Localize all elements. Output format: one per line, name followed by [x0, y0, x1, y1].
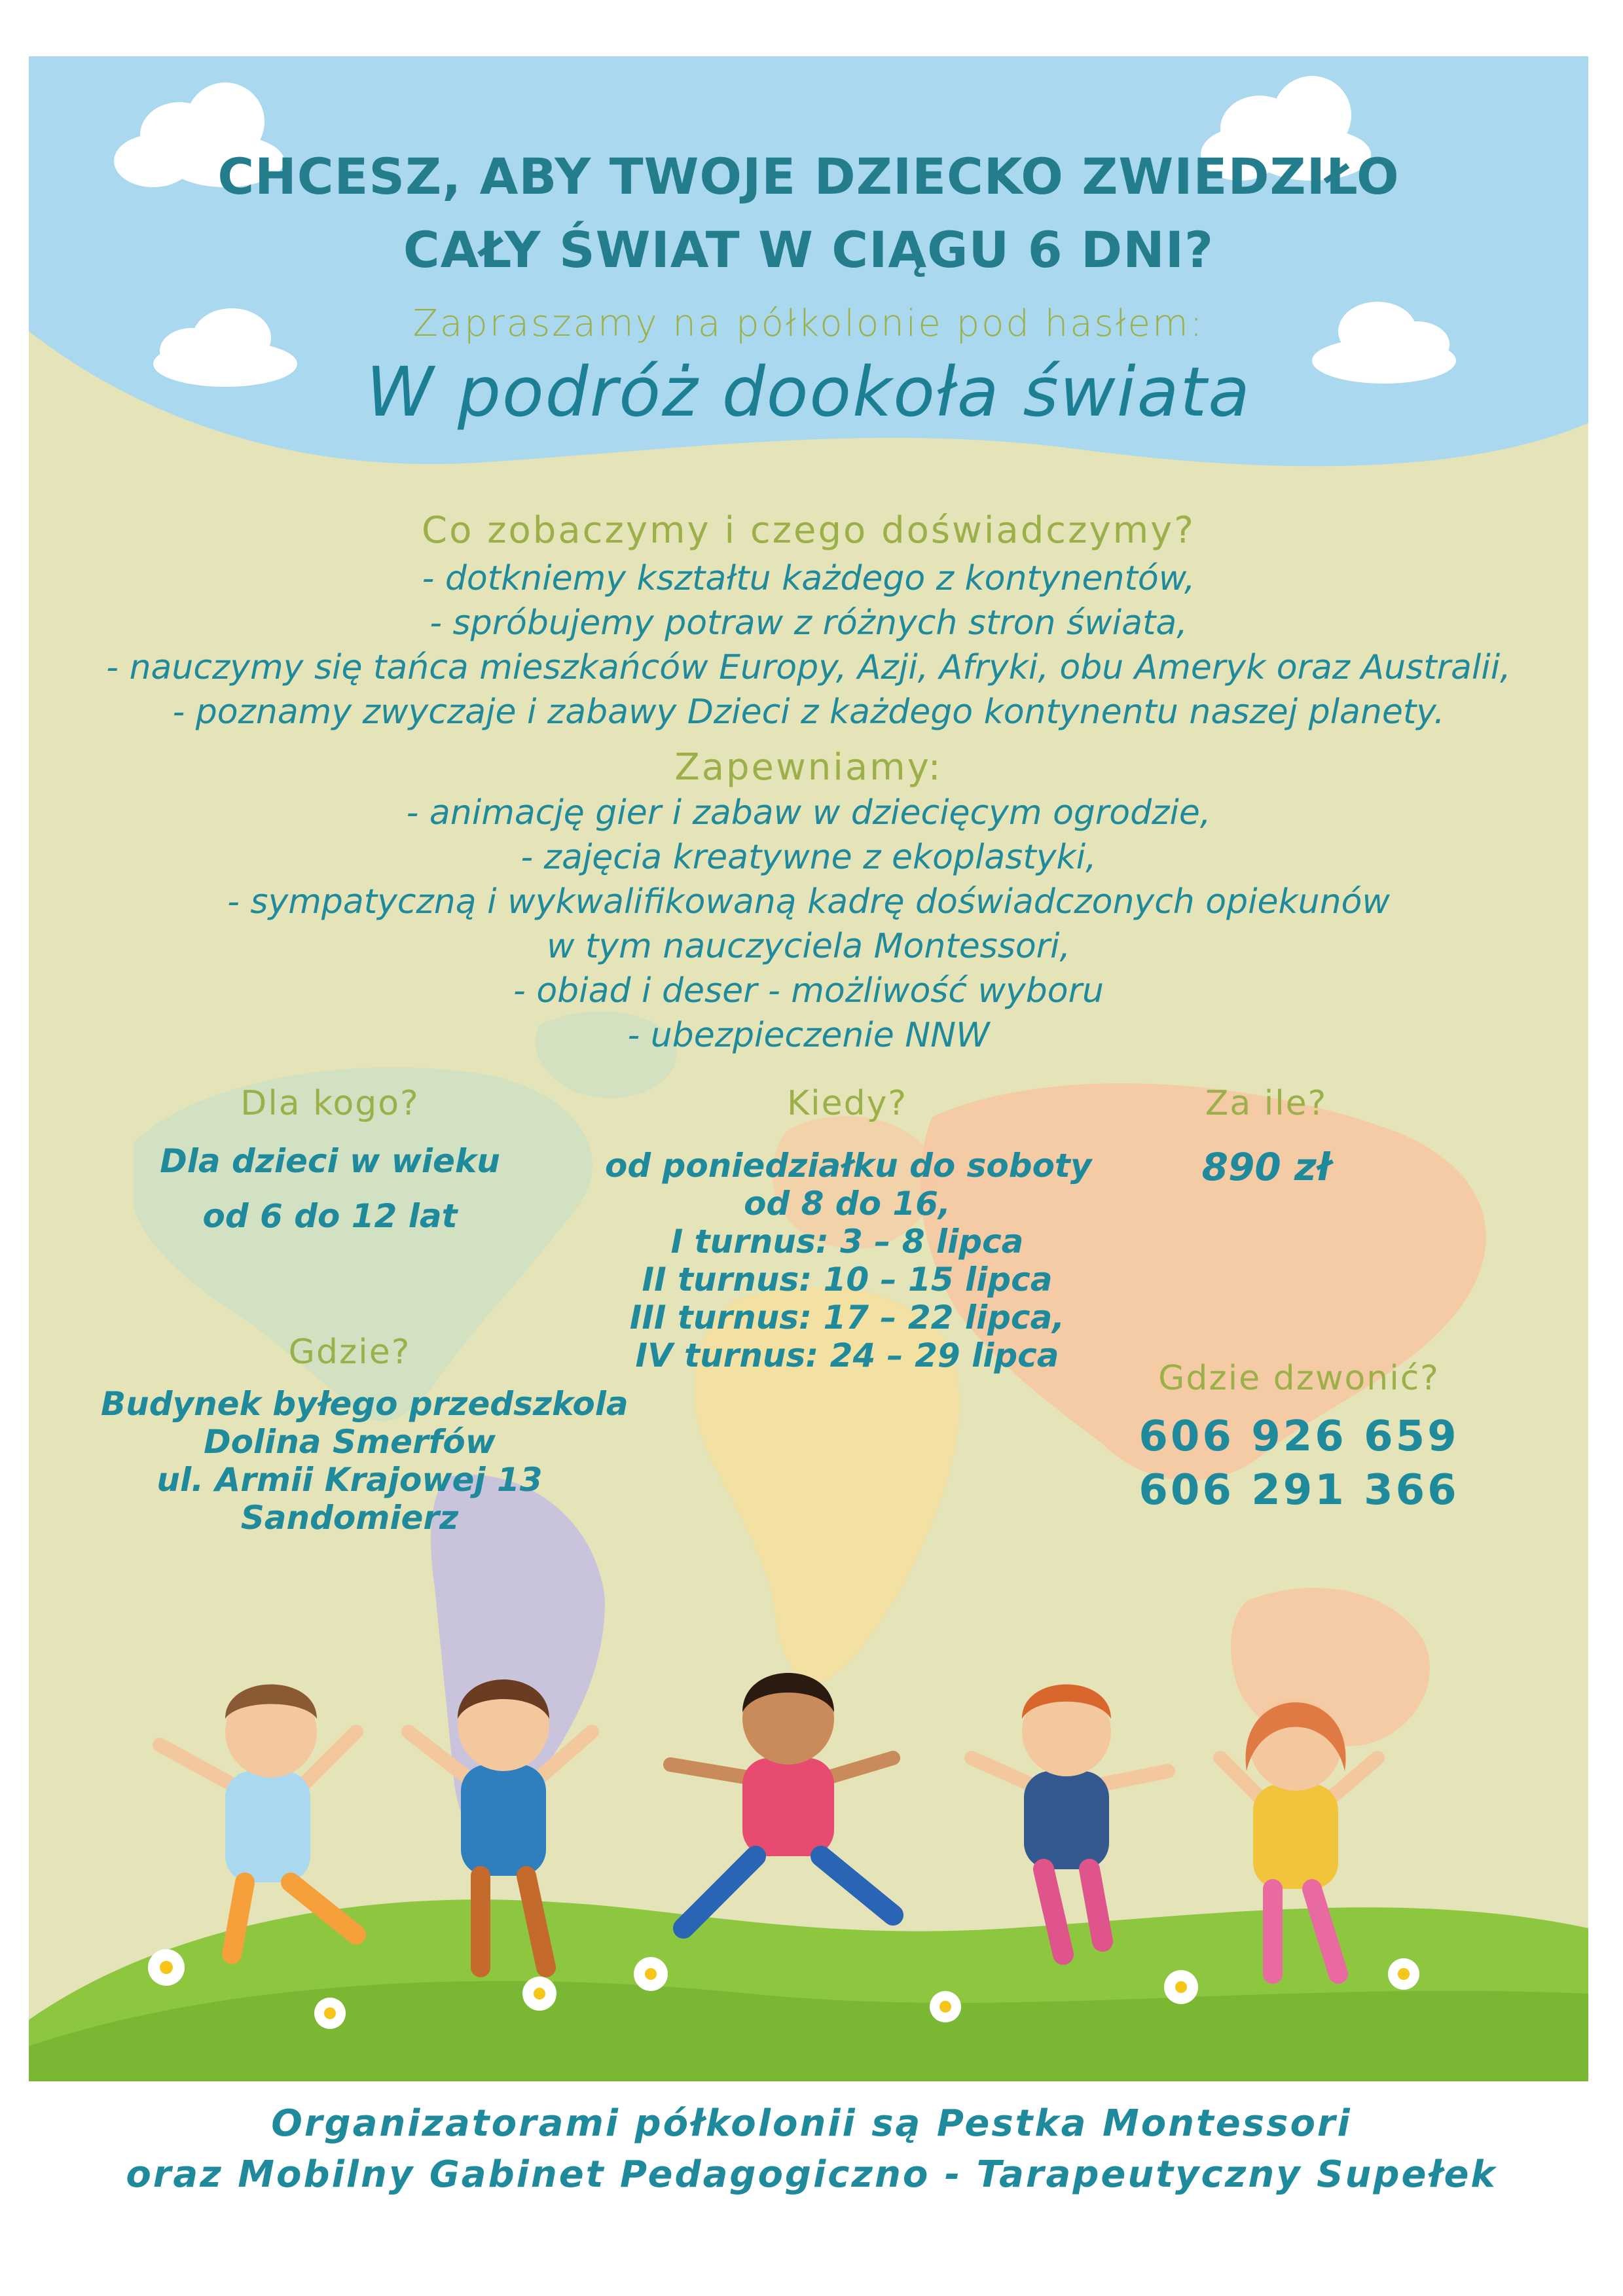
when-line: I turnus: 3 – 8 lipca	[670, 1223, 1024, 1261]
organizers-line-2: oraz Mobilny Gabinet Pedagogiczno - Tarapeutyczny Supełek	[126, 2153, 1497, 2196]
who-line: od 6 do 12 lat	[202, 1197, 458, 1235]
phone-number[interactable]: 606 291 366	[1139, 1466, 1459, 1515]
where-heading: Gdzie?	[288, 1333, 411, 1372]
when-heading: Kiedy?	[787, 1084, 907, 1123]
poster	[29, 56, 1588, 2081]
where-line: Dolina Smerfów	[204, 1423, 496, 1461]
organizers-line-1: Organizatorami półkolonii są Pestka Montessori	[271, 2102, 1352, 2145]
cost-value: 890 zł	[1201, 1145, 1331, 1189]
when-body	[605, 1147, 1092, 1374]
where-line: Sandomierz	[240, 1499, 459, 1537]
what-item: - poznamy zwyczaje i zabawy Dzieci z każdego kontynentu naszej planety.	[172, 692, 1445, 732]
provide-item: - sympatyczną i wykwalifikowaną kadrę doświadczonych opiekunów	[227, 882, 1390, 922]
organizers-footer	[0, 2098, 1623, 2200]
provide-item: - zajęcia kreatywne z ekoplastyki,	[520, 838, 1097, 877]
what-list	[29, 556, 1588, 734]
provide-item: - ubezpieczenie NNW	[627, 1016, 990, 1055]
who-body	[134, 1134, 526, 1244]
invite-text: Zapraszamy na półkolonie pod hasłem:	[412, 302, 1205, 345]
provide-item: - obiad i deser - możliwość wyboru	[513, 971, 1104, 1011]
call-heading: Gdzie dzwonić?	[1158, 1359, 1440, 1398]
phone-number[interactable]: 606 926 659	[1139, 1412, 1459, 1461]
provide-list	[29, 791, 1588, 1058]
headline-line-2: CAŁY ŚWIAT W CIĄGU 6 DNI?	[403, 221, 1214, 279]
provide-heading: Zapewniamy:	[674, 746, 943, 789]
what-heading: Co zobaczymy i czego doświadczymy?	[421, 509, 1196, 552]
what-item: - dotkniemy kształtu każdego z kontynentów,	[422, 559, 1195, 598]
where-body	[101, 1385, 629, 1537]
where-line: ul. Armii Krajowej 13	[156, 1461, 543, 1499]
child-figure	[670, 1673, 893, 1928]
provide-item: w tym nauczyciela Montessori,	[546, 927, 1071, 966]
headline	[29, 140, 1588, 287]
camp-title: W podróż dookoła świata	[366, 352, 1251, 432]
who-line: Dla dzieci w wieku	[160, 1142, 500, 1180]
what-item: - spróbujemy potraw z różnych stron świata,	[429, 603, 1188, 643]
when-line: od 8 do 16,	[744, 1185, 951, 1223]
cost-heading: Za ile?	[1205, 1084, 1328, 1123]
where-line: Budynek byłego przedszkola	[101, 1385, 629, 1423]
when-line: od poniedziałku do soboty	[605, 1147, 1092, 1185]
what-item: - nauczymy się tańca mieszkańców Europy, Azji, Afryki, obu Ameryk oraz Australii,	[106, 648, 1511, 687]
when-line: III turnus: 17 – 22 lipca,	[629, 1299, 1065, 1336]
child-figure	[972, 1685, 1168, 1955]
phone-list	[1063, 1410, 1535, 1517]
when-line: II turnus: 10 – 15 lipca	[642, 1261, 1053, 1299]
child-figure	[160, 1685, 356, 1955]
headline-line-1: CHCESZ, ABY TWOJE DZIECKO ZWIEDZIŁO	[217, 147, 1400, 206]
when-line: IV turnus: 24 – 29 lipca	[635, 1336, 1059, 1374]
provide-item: - animację gier i zabaw w dziecięcym ogrodzie,	[406, 793, 1211, 833]
who-heading: Dla kogo?	[240, 1084, 420, 1123]
